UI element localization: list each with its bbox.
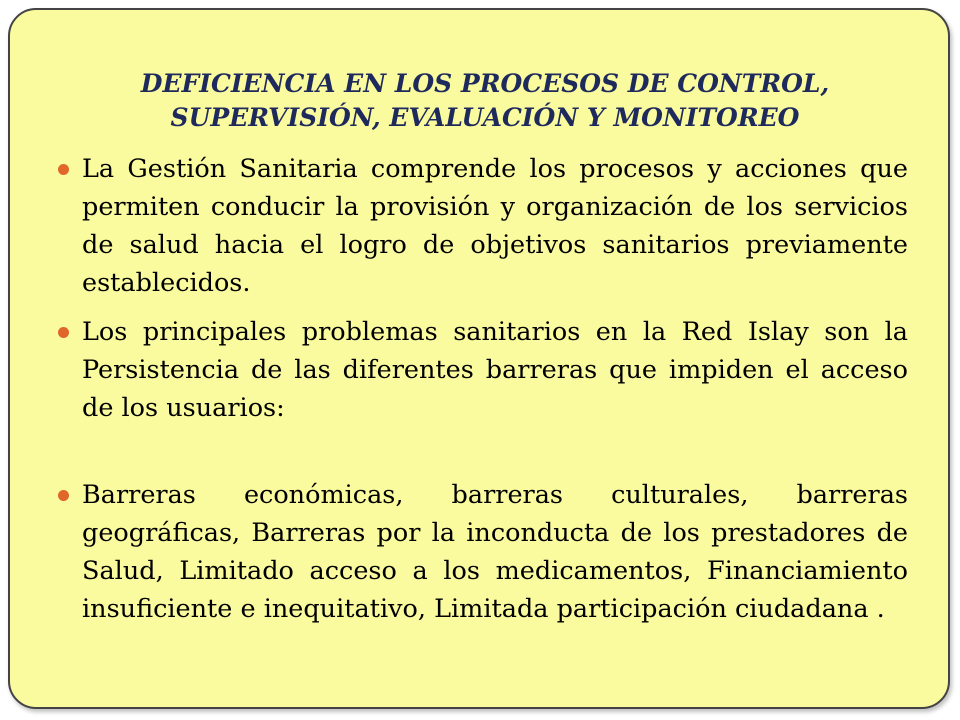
bullet-item-barreras — [58, 476, 908, 628]
title-line-2: SUPERVISIÓN, EVALUACIÓN Y MONITOREO — [170, 103, 800, 132]
slide-title — [70, 67, 900, 135]
bullet-dot-icon — [58, 490, 69, 501]
bullet-text: Barreras económicas, barreras culturales, barreras geográficas, Barreras por la inconducta de los prestadores de Salud, Limitado acceso a los medicamentos, Financiamiento insuficiente e inequitativo, Limitada participación ciudadana . — [82, 480, 908, 624]
bullet-text: Los principales problemas sanitarios en la Red Islay son la Persistencia de las diferentes barreras que impiden el acceso de los usuarios: — [82, 317, 908, 423]
bullet-dot-icon — [58, 164, 69, 175]
bullet-dot-icon — [58, 327, 69, 338]
bullet-item-problemas — [58, 313, 908, 427]
bullet-list — [58, 150, 908, 639]
bullet-text: La Gestión Sanitaria comprende los procesos y acciones que permiten conducir la provisión y organización de los servicios de salud hacia el logro de objetivos sanitarios previamente establecidos. — [82, 154, 908, 298]
title-line-1: DEFICIENCIA EN LOS PROCESOS DE CONTROL, — [140, 69, 830, 98]
bullet-item-gestion — [58, 150, 908, 302]
